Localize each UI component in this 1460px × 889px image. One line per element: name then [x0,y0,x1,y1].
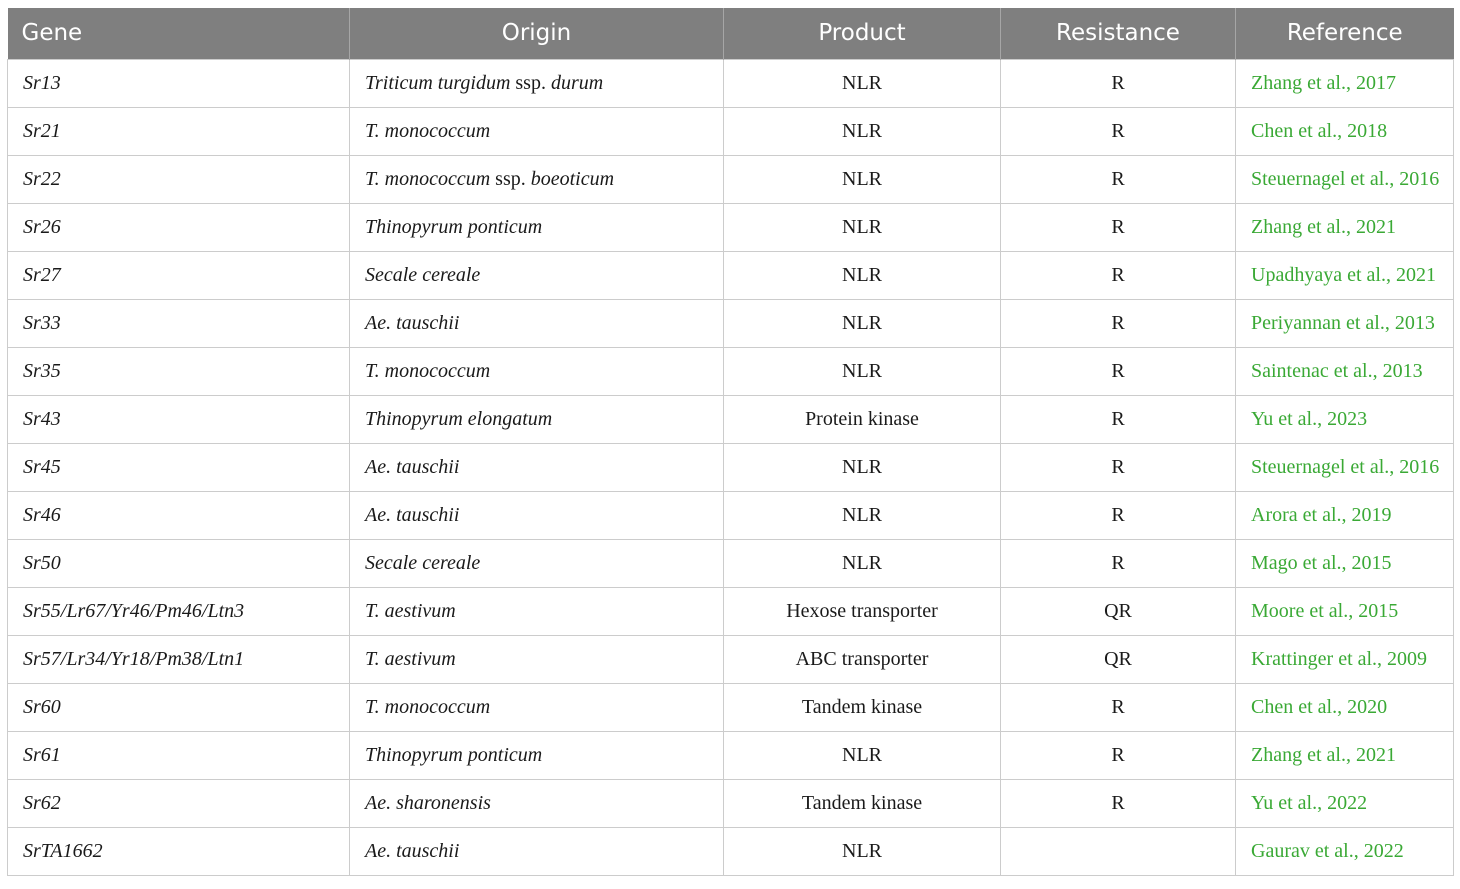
table-row [8,395,1454,443]
origin-cell [350,347,724,395]
resistance-cell: R [1001,539,1236,587]
reference-link[interactable]: Moore et al., 2015 [1236,587,1454,635]
origin-cell [350,731,724,779]
resistance-cell: R [1001,347,1236,395]
product-cell: NLR [724,491,1001,539]
table-row [8,443,1454,491]
gene-cell: SrTA1662 [8,827,350,875]
gene-cell: Sr33 [8,299,350,347]
origin-segment: Ae. tauschii [365,455,460,478]
origin-segment: Triticum turgidum [365,71,511,94]
resistance-cell: R [1001,299,1236,347]
gene-cell: Sr50 [8,539,350,587]
reference-link[interactable]: Zhang et al., 2021 [1236,203,1454,251]
table-row [8,731,1454,779]
product-cell: NLR [724,731,1001,779]
reference-link[interactable]: Saintenac et al., 2013 [1236,347,1454,395]
reference-link[interactable]: Yu et al., 2023 [1236,395,1454,443]
origin-segment: Thinopyrum ponticum [365,743,543,766]
product-cell: NLR [724,347,1001,395]
reference-link[interactable]: Yu et al., 2022 [1236,779,1454,827]
origin-cell [350,203,724,251]
origin-cell [350,251,724,299]
gene-cell: Sr61 [8,731,350,779]
reference-link[interactable]: Chen et al., 2020 [1236,683,1454,731]
gene-cell: Sr46 [8,491,350,539]
table-row [8,635,1454,683]
table-row [8,203,1454,251]
resistance-cell: R [1001,683,1236,731]
origin-cell [350,491,724,539]
table-row [8,299,1454,347]
reference-link[interactable]: Mago et al., 2015 [1236,539,1454,587]
resistance-cell: R [1001,395,1236,443]
gene-cell: Sr60 [8,683,350,731]
origin-segment: Secale cereale [365,551,481,574]
resistance-cell: R [1001,107,1236,155]
resistance-cell [1001,827,1236,875]
reference-link[interactable]: Steuernagel et al., 2016 [1236,443,1454,491]
gene-cell: Sr21 [8,107,350,155]
origin-segment: Thinopyrum elongatum [365,407,553,430]
origin-segment: T. aestivum [365,647,456,670]
origin-segment: ssp. [490,167,531,190]
origin-segment: Ae. tauschii [365,311,460,334]
origin-segment: T. monococcum [365,119,491,142]
origin-segment: boeoticum [530,167,615,190]
product-cell: NLR [724,299,1001,347]
resistance-cell: R [1001,155,1236,203]
product-cell: Tandem kinase [724,683,1001,731]
gene-table [7,8,1454,876]
resistance-cell: R [1001,491,1236,539]
table-row [8,59,1454,107]
table-row [8,491,1454,539]
table-row [8,539,1454,587]
table-body [8,59,1454,875]
product-cell: NLR [724,443,1001,491]
origin-cell [350,59,724,107]
origin-cell [350,539,724,587]
gene-cell: Sr35 [8,347,350,395]
header-origin: Origin [350,8,724,59]
product-cell: Protein kinase [724,395,1001,443]
reference-link[interactable]: Chen et al., 2018 [1236,107,1454,155]
product-cell: NLR [724,203,1001,251]
product-cell: NLR [724,827,1001,875]
origin-cell [350,635,724,683]
product-cell: Tandem kinase [724,779,1001,827]
gene-cell: Sr57/Lr34/Yr18/Pm38/Ltn1 [8,635,350,683]
product-cell: NLR [724,251,1001,299]
header-reference: Reference [1236,8,1454,59]
gene-cell: Sr62 [8,779,350,827]
table-row [8,779,1454,827]
resistance-cell: R [1001,731,1236,779]
reference-link[interactable]: Arora et al., 2019 [1236,491,1454,539]
reference-link[interactable]: Krattinger et al., 2009 [1236,635,1454,683]
gene-cell: Sr27 [8,251,350,299]
product-cell: Hexose transporter [724,587,1001,635]
resistance-cell: R [1001,203,1236,251]
origin-segment: durum [550,71,604,94]
origin-segment: Ae. tauschii [365,503,460,526]
table-row [8,683,1454,731]
origin-cell [350,827,724,875]
product-cell: NLR [724,539,1001,587]
gene-cell: Sr13 [8,59,350,107]
product-cell: NLR [724,107,1001,155]
resistance-cell: R [1001,251,1236,299]
resistance-cell: R [1001,779,1236,827]
origin-cell [350,107,724,155]
resistance-cell: R [1001,443,1236,491]
product-cell: NLR [724,59,1001,107]
origin-cell [350,683,724,731]
reference-link[interactable]: Zhang et al., 2021 [1236,731,1454,779]
origin-cell [350,779,724,827]
product-cell: ABC transporter [724,635,1001,683]
resistance-cell: R [1001,59,1236,107]
origin-cell [350,299,724,347]
table-row [8,587,1454,635]
table-header-row [8,8,1454,59]
resistance-cell: QR [1001,587,1236,635]
product-cell: NLR [724,155,1001,203]
origin-segment: T. aestivum [365,599,456,622]
table-row [8,155,1454,203]
reference-link[interactable]: Gaurav et al., 2022 [1236,827,1454,875]
resistance-cell: QR [1001,635,1236,683]
reference-link[interactable]: Steuernagel et al., 2016 [1236,155,1454,203]
header-resistance: Resistance [1001,8,1236,59]
gene-cell: Sr45 [8,443,350,491]
table-row [8,827,1454,875]
origin-cell [350,443,724,491]
header-product: Product [724,8,1001,59]
gene-cell: Sr55/Lr67/Yr46/Pm46/Ltn3 [8,587,350,635]
gene-cell: Sr43 [8,395,350,443]
origin-cell [350,587,724,635]
origin-segment: Ae. tauschii [365,839,460,862]
reference-link[interactable]: Zhang et al., 2017 [1236,59,1454,107]
origin-segment: T. monococcum [365,167,491,190]
reference-link[interactable]: Periyannan et al., 2013 [1236,299,1454,347]
table-row [8,107,1454,155]
reference-link[interactable]: Upadhyaya et al., 2021 [1236,251,1454,299]
origin-segment: Thinopyrum ponticum [365,215,543,238]
origin-segment: T. monococcum [365,359,491,382]
origin-segment: ssp. [510,71,551,94]
table-row [8,347,1454,395]
table-row [8,251,1454,299]
origin-segment: Ae. sharonensis [365,791,491,814]
header-gene: Gene [8,8,350,59]
gene-cell: Sr26 [8,203,350,251]
gene-cell: Sr22 [8,155,350,203]
origin-cell [350,155,724,203]
origin-segment: T. monococcum [365,695,491,718]
origin-segment: Secale cereale [365,263,481,286]
origin-cell [350,395,724,443]
